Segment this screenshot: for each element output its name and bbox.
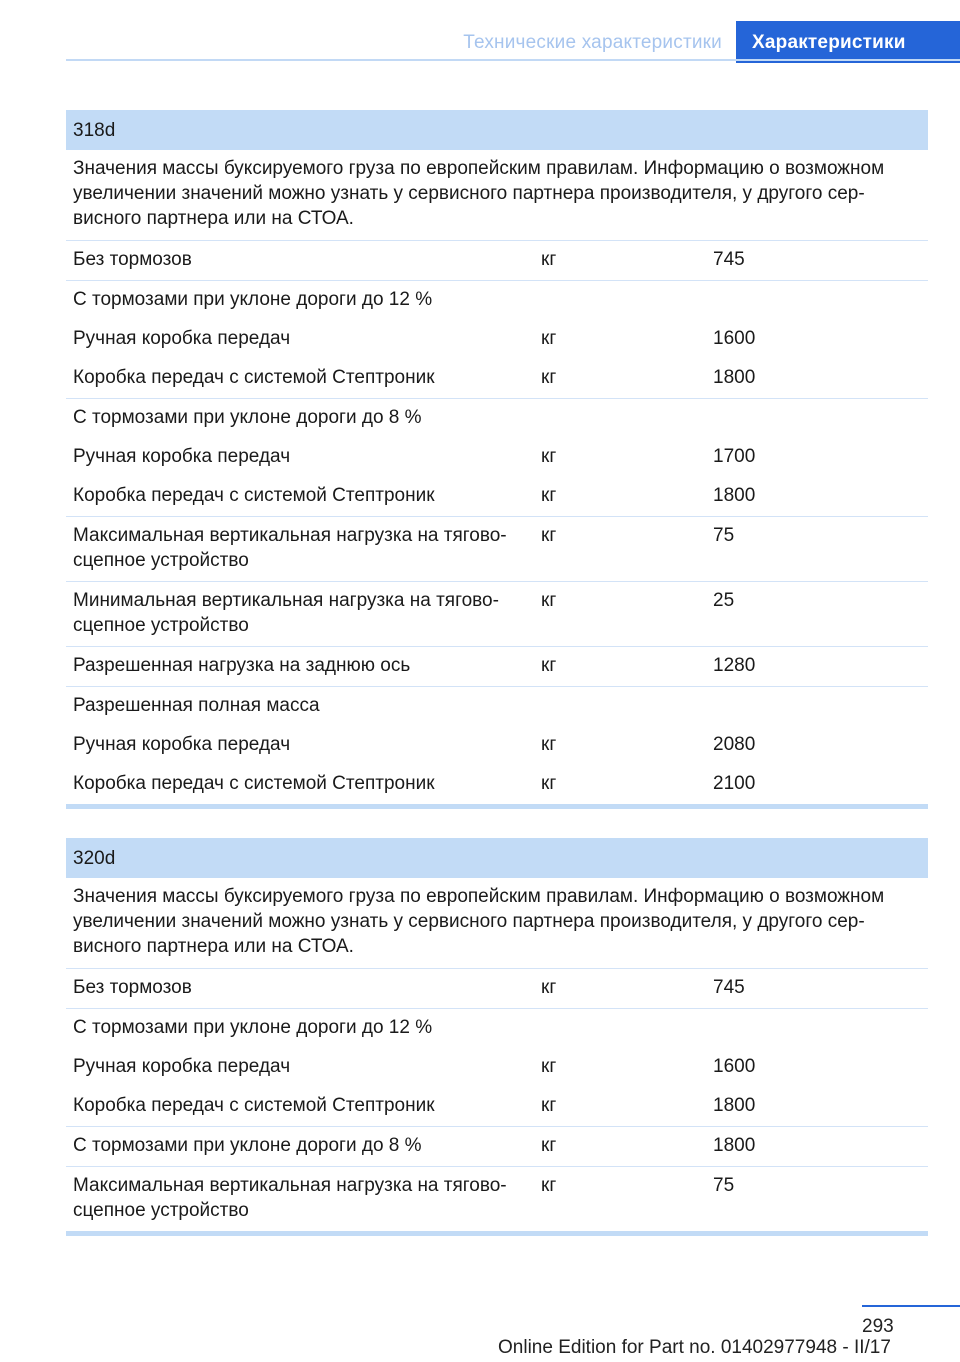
row-value: 1800 <box>713 367 756 388</box>
row-label: Коробка передач с системой Стептроник <box>73 367 435 388</box>
table-row <box>66 647 928 687</box>
page-number-rule <box>862 1305 960 1307</box>
row-unit <box>541 693 713 718</box>
row-value: 1800 <box>713 1135 756 1156</box>
table-row <box>66 477 928 517</box>
row-label: Минимальная вертикальная нагрузка на тягово-сцепное устройство <box>73 590 499 636</box>
page-header <box>66 21 960 61</box>
chapter-tab[interactable]: Характеристики <box>736 21 960 63</box>
row-unit <box>541 1015 713 1040</box>
table-caption: 318d <box>66 110 928 150</box>
row-label: Без тормозов <box>73 977 192 998</box>
row-unit: кг <box>541 328 557 349</box>
row-value: 75 <box>713 525 735 546</box>
row-value: 1280 <box>713 655 756 676</box>
row-unit: кг <box>541 1056 557 1077</box>
row-value: 2080 <box>713 734 756 755</box>
row-unit: кг <box>541 525 557 546</box>
row-label: Максимальная вертикальная нагрузка на тягово-сцепное устройство <box>73 1175 507 1221</box>
table-row <box>66 241 928 281</box>
table-row <box>66 359 928 399</box>
row-label: Разрешенная нагрузка на заднюю ось <box>73 655 411 676</box>
row-unit: кг <box>541 485 557 506</box>
row-value: 2100 <box>713 773 756 794</box>
section-title: Технические характеристики <box>463 32 722 53</box>
row-unit: кг <box>541 446 557 467</box>
row-value <box>713 1015 928 1040</box>
towing-table-318d <box>66 110 928 809</box>
row-value: 1800 <box>713 485 756 506</box>
row-unit <box>541 405 713 430</box>
row-unit: кг <box>541 773 557 794</box>
row-label: С тормозами при уклоне дороги до 12 % <box>73 1017 433 1038</box>
row-value: 1800 <box>713 1095 756 1116</box>
row-label: Коробка передач с системой Стептроник <box>73 773 435 794</box>
row-value <box>713 693 928 718</box>
table-row <box>66 1009 928 1048</box>
edition-footer: Online Edition for Part no. 01402977948 - II/17 <box>498 1337 891 1358</box>
row-unit: кг <box>541 977 557 998</box>
page-number: 293 <box>862 1316 894 1337</box>
row-value: 745 <box>713 977 745 998</box>
row-unit <box>541 287 713 312</box>
row-value <box>713 287 928 312</box>
row-value: 1600 <box>713 328 756 349</box>
table-row <box>66 687 928 726</box>
table-row <box>66 399 928 438</box>
row-label: Разрешенная полная масса <box>73 695 320 716</box>
row-unit: кг <box>541 1175 557 1196</box>
table-row <box>66 438 928 477</box>
row-label: Ручная коробка передач <box>73 1056 291 1077</box>
table-row <box>66 517 928 582</box>
row-value: 75 <box>713 1175 735 1196</box>
table-row <box>66 765 928 809</box>
header-divider <box>66 59 960 61</box>
table-row <box>66 969 928 1009</box>
row-unit: кг <box>541 655 557 676</box>
table-row <box>66 1048 928 1087</box>
table-row <box>66 320 928 359</box>
row-label: С тормозами при уклоне дороги до 8 % <box>73 407 422 428</box>
row-value: 745 <box>713 249 745 270</box>
table-note: Значения массы буксируемого груза по европейским правилам. Информацию о возможном увеличении значений можно узнать у сервисного партнера производителя, у другого сервисного партнера или на СТОА. <box>66 878 928 969</box>
row-unit: кг <box>541 590 557 611</box>
row-value <box>713 405 928 430</box>
table-row <box>66 726 928 765</box>
row-label: Максимальная вертикальная нагрузка на тягово-сцепное устройство <box>73 525 507 571</box>
table-row <box>66 1127 928 1167</box>
row-unit: кг <box>541 1135 557 1156</box>
row-unit: кг <box>541 734 557 755</box>
table-caption: 320d <box>66 838 928 878</box>
row-label: Коробка передач с системой Стептроник <box>73 485 435 506</box>
row-label: Коробка передач с системой Стептроник <box>73 1095 435 1116</box>
row-value: 25 <box>713 590 735 611</box>
row-label: Ручная коробка передач <box>73 446 291 467</box>
table-row <box>66 1087 928 1127</box>
row-label: Ручная коробка передач <box>73 328 291 349</box>
table-row <box>66 1167 928 1236</box>
table-note: Значения массы буксируемого груза по европейским правилам. Информацию о возможном увеличении значений можно узнать у сервисного партнера производителя, у другого сервисного партнера или на СТОА. <box>66 150 928 241</box>
row-label: С тормозами при уклоне дороги до 12 % <box>73 289 433 310</box>
row-label: Без тормозов <box>73 249 192 270</box>
table-row <box>66 281 928 320</box>
row-value: 1600 <box>713 1056 756 1077</box>
row-unit: кг <box>541 367 557 388</box>
row-label: Ручная коробка передач <box>73 734 291 755</box>
row-unit: кг <box>541 249 557 270</box>
row-unit: кг <box>541 1095 557 1116</box>
row-value: 1700 <box>713 446 756 467</box>
row-label: С тормозами при уклоне дороги до 8 % <box>73 1135 422 1156</box>
table-row <box>66 582 928 647</box>
towing-table-320d <box>66 838 928 1236</box>
